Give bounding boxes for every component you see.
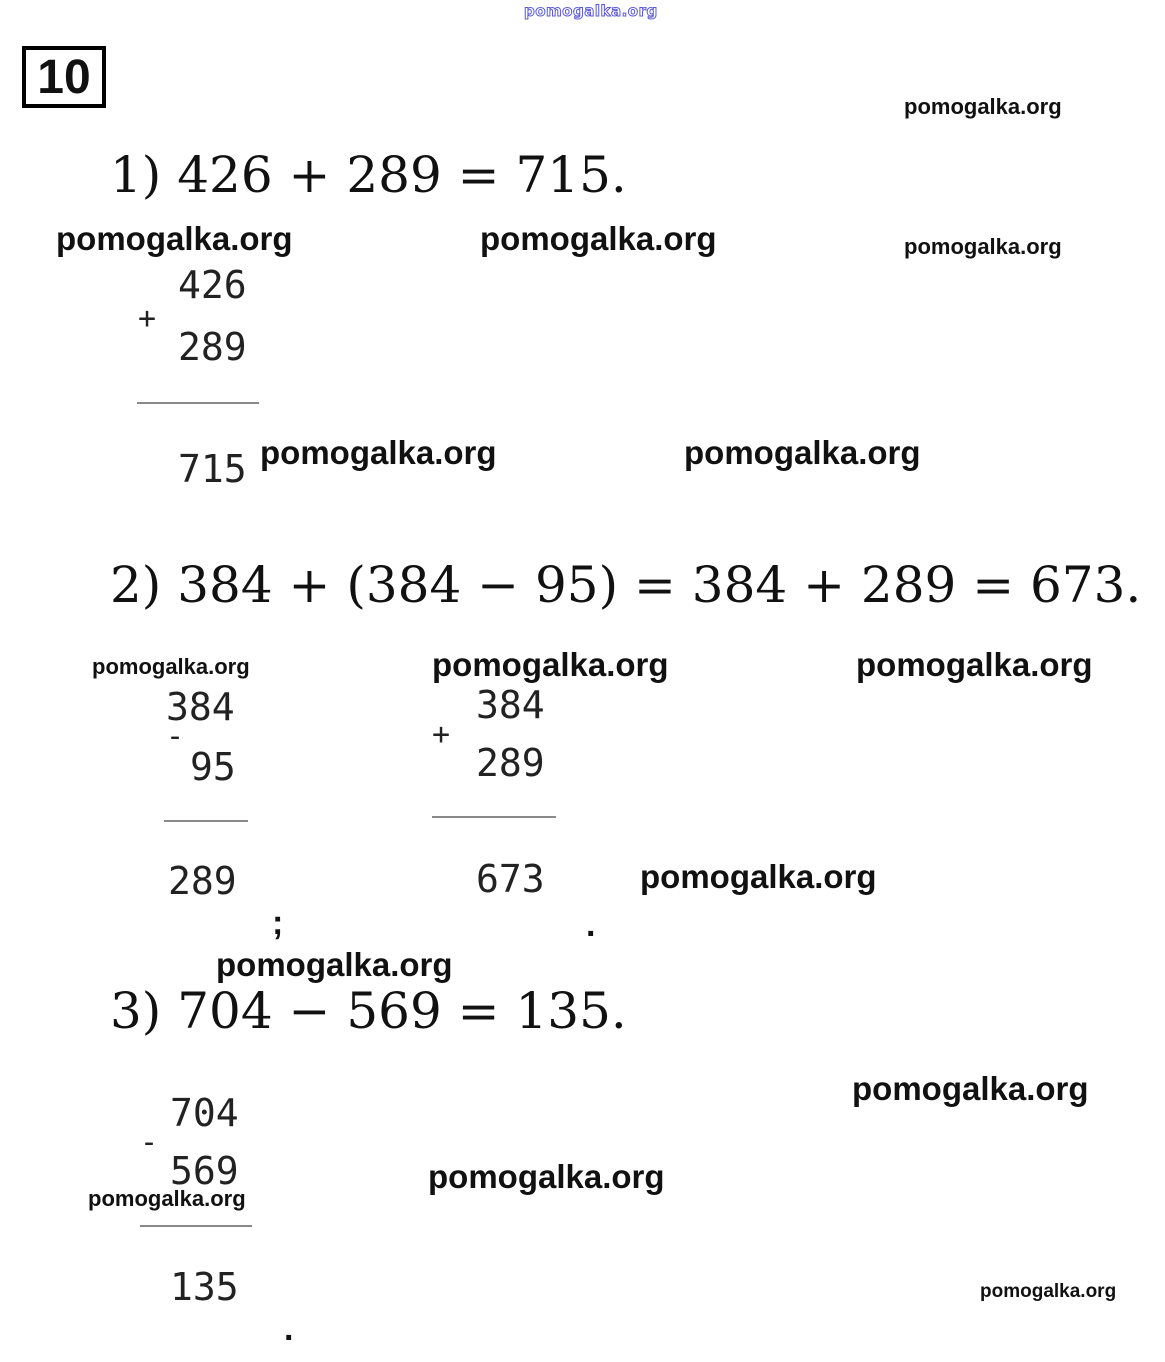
column3-rule — [140, 1225, 252, 1227]
column2b-top: 384 — [476, 683, 545, 727]
equation-3: 3) 704 − 569 = 135. — [110, 982, 627, 1040]
column2b-rule — [432, 816, 556, 818]
equation-1: 1) 426 + 289 = 715. — [110, 146, 627, 204]
watermark: pomogalka.org — [432, 646, 669, 683]
column3-result: 135 — [170, 1265, 239, 1309]
column1-result: 715 — [178, 447, 247, 491]
watermark: pomogalka.org — [216, 946, 453, 983]
column2a-bottom: 95 — [190, 745, 236, 789]
column2b-bottom: 289 — [476, 741, 545, 785]
column2a-end: ; — [272, 904, 284, 942]
column1-bottom: 289 — [178, 325, 247, 369]
column1-sign: + — [138, 301, 157, 336]
column2a-result: 289 — [168, 859, 237, 903]
watermark: pomogalka.org — [480, 220, 717, 257]
column3-end: . — [284, 1310, 294, 1348]
watermark: pomogalka.org — [856, 646, 1093, 683]
watermark: pomogalka.org — [92, 654, 250, 679]
column2a-rule — [164, 820, 248, 822]
watermark: pomogalka.org — [260, 434, 497, 471]
column3-sign: - — [140, 1125, 159, 1160]
column2a-sign: - — [166, 719, 185, 754]
watermark: pomogalka.org — [88, 1186, 246, 1211]
watermark: pomogalka.org — [852, 1070, 1089, 1107]
equation-2: 2) 384 + (384 − 95) = 384 + 289 = 673. — [110, 556, 1142, 614]
watermark: pomogalka.org — [640, 858, 877, 895]
column1-rule — [137, 402, 259, 404]
watermark: pomogalka.org — [684, 434, 921, 471]
watermark: pomogalka.org — [428, 1158, 665, 1195]
column2a-top: 384 — [166, 685, 235, 729]
task-number: 10 — [37, 51, 91, 104]
watermark-top: pomogalka.org — [524, 2, 658, 20]
watermark: pomogalka.org — [904, 234, 1062, 259]
column1-top: 426 — [178, 263, 247, 307]
task-number-box — [22, 46, 106, 108]
watermark: pomogalka.org — [980, 1281, 1117, 1302]
watermark: pomogalka.org — [56, 220, 293, 257]
column3-top: 704 — [170, 1091, 239, 1135]
column3-bottom: 569 — [170, 1149, 239, 1193]
column2b-sign: + — [432, 717, 451, 752]
watermark: pomogalka.org — [904, 94, 1062, 119]
column2b-result: 673 — [476, 857, 545, 901]
column2b-end: . — [586, 906, 596, 944]
